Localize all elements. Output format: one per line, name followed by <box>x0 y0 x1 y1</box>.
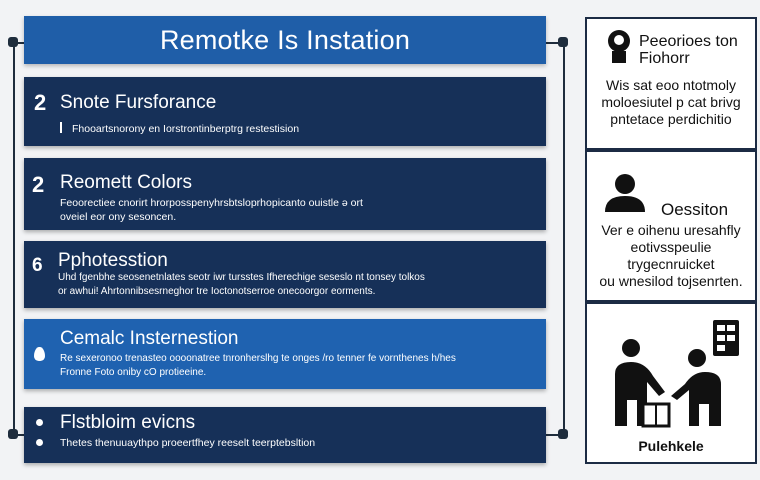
text-cursor-mark <box>60 122 62 133</box>
panel-caption: Pulehkele <box>638 438 704 454</box>
panel-text-line-3: ou wnesilod tojsenrten. <box>599 273 743 289</box>
section-text <box>60 196 526 224</box>
person-pin-icon <box>603 29 635 65</box>
section-sport-performance <box>24 77 546 146</box>
bullet-icon <box>36 439 43 446</box>
panel-text <box>593 222 749 290</box>
section-protection <box>24 241 546 308</box>
section-text-line-1: Re sexeronoo trenasteo oooonatree tnronherslhg te onges /ro tenner fe vornthenes h/hes <box>60 353 456 364</box>
panel-title: Oessiton <box>661 200 729 219</box>
person-icon <box>603 172 647 212</box>
section-remote-colors <box>24 158 546 230</box>
right-rail <box>563 42 565 434</box>
left-rail-bottom-connector <box>13 434 24 436</box>
section-text-line-2: oveiel eor ony sesoncen. <box>60 211 177 223</box>
title-banner <box>24 16 546 64</box>
section-number: 2 <box>34 90 47 115</box>
section-text <box>60 122 526 136</box>
info-panel-middle <box>585 150 757 302</box>
info-panel-top <box>585 17 757 150</box>
people-exchange-icon <box>601 318 741 428</box>
panel-title-line-2: Fiohorr <box>639 50 690 67</box>
left-rail-top-connector <box>13 42 24 44</box>
panel-text-line-2: eotivsspeulie trygecnruicket <box>627 239 715 272</box>
panel-text <box>593 77 749 128</box>
section-text-line-2: or awhui! Ahrtonnibsesrneghor tre Ioctonotserroe onecoorgor eorments. <box>58 286 376 297</box>
left-rail <box>13 42 15 434</box>
section-title: Snote Fursforance <box>60 92 217 113</box>
section-text-line: Fhooartsnorony en Iorstrontinberptrg restestision <box>72 123 300 135</box>
panel-text-line-2: moloesiutel p cat brivg <box>601 94 741 110</box>
panel-title-line-1: Peeorioes ton <box>639 33 738 50</box>
info-panel-bottom <box>585 302 757 464</box>
section-text-line-1: Feoorectiee cnorirt hrorposspenyhrsbtsloprhopicanto ouistle ə ort <box>60 197 363 209</box>
section-flstbloim-evicns <box>24 407 546 463</box>
bullet-icon <box>36 419 43 426</box>
section-text: Thetes thenuuaythpo proeertfhey reeselt teerptebsltion <box>60 437 316 449</box>
section-text-line-2: Fronne Foto oniby cO protieeine. <box>60 367 207 378</box>
section-text-line-1: Uhd fgenbhe seosenetnlates seotr iwr tursstes Ifherechige seseslo nt tonsey tolkos <box>58 272 425 283</box>
section-text <box>58 271 526 299</box>
section-text <box>60 352 526 380</box>
panel-text-line-3: pntetace perdichitio <box>610 111 732 127</box>
section-number: 6 <box>32 255 43 276</box>
section-title: Pphotesstion <box>58 250 168 271</box>
right-rail-top-connector <box>546 42 563 44</box>
section-title: Reomett Colors <box>60 172 192 193</box>
drop-icon <box>34 347 45 361</box>
section-number: 2 <box>32 172 45 197</box>
panel-text-line-1: Ver e oihenu uresahfly <box>601 222 741 238</box>
banner-title: Remotke Is Instation <box>159 24 411 55</box>
right-rail-bottom-connector <box>546 434 563 436</box>
section-title: Cemalc Insternestion <box>60 328 239 349</box>
section-cemalc-insternestion <box>24 319 546 389</box>
panel-text-line-1: Wis sat eoo ntotmoly <box>606 77 736 93</box>
section-title: Flstbloim evicns <box>60 412 196 433</box>
